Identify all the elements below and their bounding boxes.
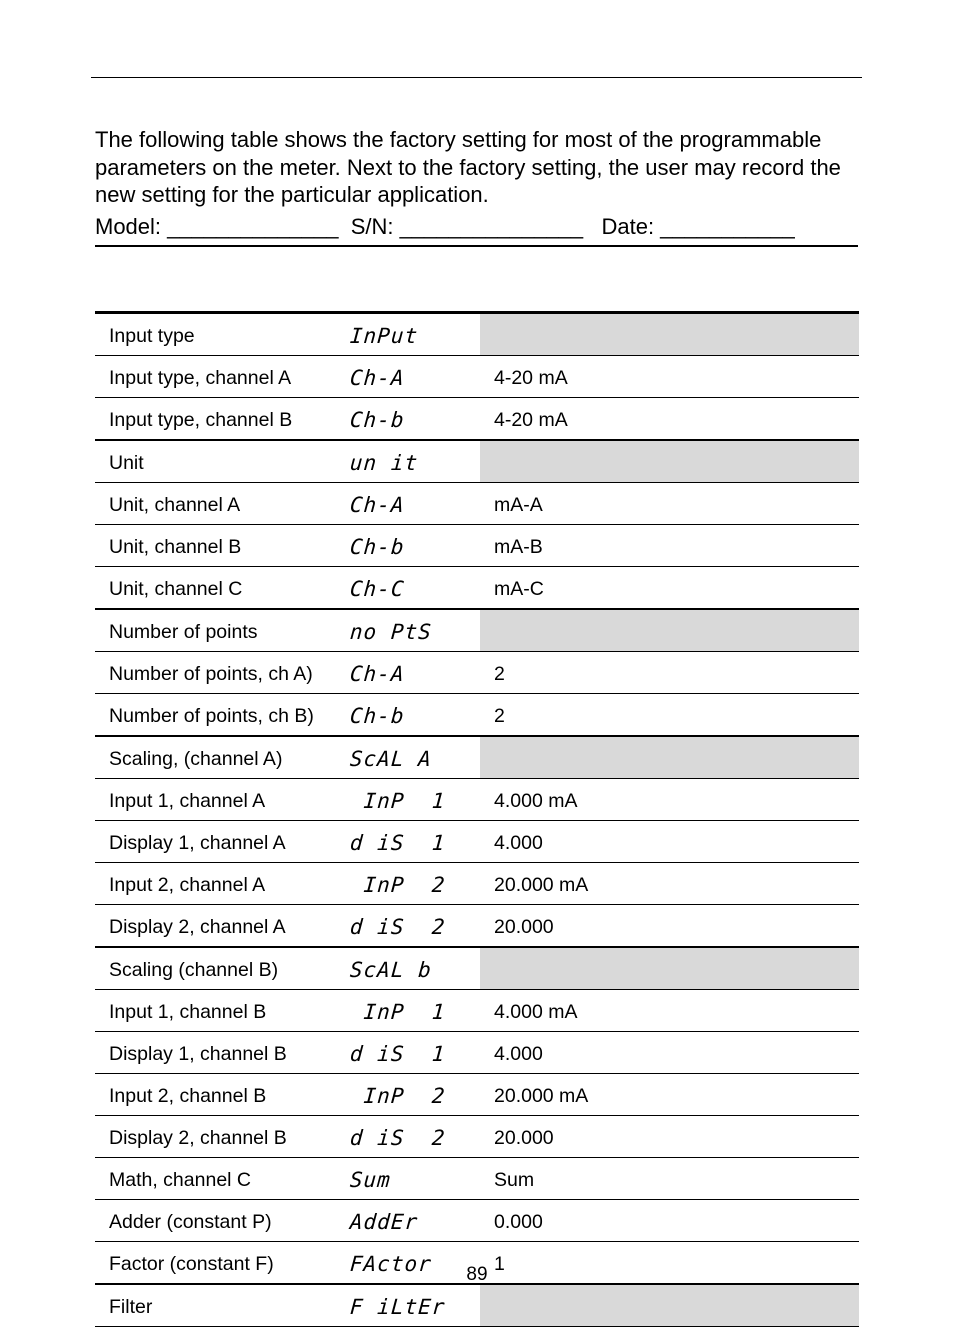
table-row: [95, 1032, 859, 1074]
factory-setting: 20.000: [480, 905, 859, 948]
intro-paragraph: [95, 126, 865, 209]
display-code-cell: [350, 1074, 480, 1116]
table-row: [95, 398, 859, 441]
factory-setting: [480, 313, 859, 356]
factory-setting: 4.000: [480, 1032, 859, 1074]
display-code-cell: [350, 356, 480, 398]
factory-settings-rows: [95, 313, 859, 1327]
parameter-label: Display 2, channel B: [95, 1116, 350, 1158]
display-code-cell: [350, 652, 480, 694]
display-code-cell: [350, 1284, 480, 1327]
parameter-label: Display 1, channel B: [95, 1032, 350, 1074]
display-code-cell: [350, 483, 480, 525]
display-code: Ch-b: [349, 407, 406, 432]
factory-setting: 4.000 mA: [480, 990, 859, 1032]
display-code: Ch-A: [349, 492, 406, 517]
parameter-label: Display 1, channel A: [95, 821, 350, 863]
factory-setting: [480, 440, 859, 483]
parameter-label: Input 2, channel A: [95, 863, 350, 905]
factory-setting: Sum: [480, 1158, 859, 1200]
parameter-label: Input 2, channel B: [95, 1074, 350, 1116]
parameter-label: Input type: [95, 313, 350, 356]
display-code: FActor: [349, 1251, 433, 1276]
display-code-cell: [350, 736, 480, 779]
intro-text: The following table shows the factory setting for most of the programmable parameters on the meter. Next to the factory setting, the user may record the new setting for the particular application.: [95, 127, 841, 207]
display-code: Ch-A: [349, 365, 406, 390]
display-code-cell: [350, 1032, 480, 1074]
display-code: d iS 1: [349, 830, 447, 855]
factory-setting: 4-20 mA: [480, 398, 859, 441]
display-code: Ch-A: [349, 661, 406, 686]
display-code: F iLtEr: [349, 1294, 447, 1319]
table-row: [95, 863, 859, 905]
parameter-label: Factor (constant F): [95, 1242, 350, 1285]
table-row: [95, 947, 859, 990]
table-row: [95, 1200, 859, 1242]
factory-setting: 2: [480, 694, 859, 737]
table-row: [95, 1284, 859, 1327]
display-code: Ch-C: [349, 576, 406, 601]
parameter-label: Math, channel C: [95, 1158, 350, 1200]
display-code: InP 1: [349, 999, 447, 1024]
parameter-label: Number of points, ch A): [95, 652, 350, 694]
display-code: Ch-b: [349, 534, 406, 559]
display-code: InP 1: [349, 788, 447, 813]
factory-setting: 0.000: [480, 1200, 859, 1242]
table-row: [95, 1074, 859, 1116]
factory-setting: [480, 609, 859, 652]
display-code: InP 2: [349, 1083, 447, 1108]
parameter-label: Input 1, channel B: [95, 990, 350, 1032]
display-code-cell: [350, 905, 480, 948]
serial-number-field: S/N: _______________: [350, 214, 584, 239]
table-row: [95, 356, 859, 398]
table-row: [95, 525, 859, 567]
display-code: ScAL b: [349, 957, 433, 982]
display-code: d iS 2: [349, 914, 447, 939]
factory-setting: 2: [480, 652, 859, 694]
display-code: Sum: [349, 1167, 392, 1192]
display-code-cell: [350, 313, 480, 356]
factory-setting: 4.000: [480, 821, 859, 863]
table-row: [95, 821, 859, 863]
display-code-cell: [350, 863, 480, 905]
factory-settings-table: [95, 311, 859, 1327]
display-code-cell: [350, 1116, 480, 1158]
table-row: [95, 483, 859, 525]
display-code: Ch-b: [349, 703, 406, 728]
factory-setting: 4-20 mA: [480, 356, 859, 398]
parameter-label: Unit, channel C: [95, 567, 350, 610]
factory-setting: 20.000 mA: [480, 863, 859, 905]
parameter-label: Input 1, channel A: [95, 779, 350, 821]
display-code-cell: [350, 779, 480, 821]
display-code-cell: [350, 567, 480, 610]
parameter-label: Number of points, ch B): [95, 694, 350, 737]
parameter-label: Input type, channel A: [95, 356, 350, 398]
parameter-label: Number of points: [95, 609, 350, 652]
display-code-cell: [350, 609, 480, 652]
table-row: [95, 440, 859, 483]
parameter-label: Filter: [95, 1284, 350, 1327]
parameter-label: Unit, channel A: [95, 483, 350, 525]
parameter-label: Adder (constant P): [95, 1200, 350, 1242]
parameter-label: Scaling, (channel A): [95, 736, 350, 779]
display-code: InPut: [349, 323, 420, 348]
factory-setting: [480, 736, 859, 779]
display-code: d iS 1: [349, 1041, 447, 1066]
factory-setting: mA-C: [480, 567, 859, 610]
display-code-cell: [350, 525, 480, 567]
display-code-cell: [350, 1158, 480, 1200]
display-code: d iS 2: [349, 1125, 447, 1150]
display-code: InP 2: [349, 872, 447, 897]
factory-setting: [480, 947, 859, 990]
parameter-label: Scaling (channel B): [95, 947, 350, 990]
factory-setting: 20.000 mA: [480, 1074, 859, 1116]
factory-setting: 1: [480, 1242, 859, 1285]
parameter-label: Input type, channel B: [95, 398, 350, 441]
parameter-label: Display 2, channel A: [95, 905, 350, 948]
parameter-label: Unit: [95, 440, 350, 483]
table-row: [95, 905, 859, 948]
table-row: [95, 1158, 859, 1200]
table-row: [95, 652, 859, 694]
display-code: un it: [349, 450, 420, 475]
display-code: AddEr: [349, 1209, 420, 1234]
parameter-label: Unit, channel B: [95, 525, 350, 567]
record-form-line: [95, 212, 858, 247]
display-code-cell: [350, 398, 480, 441]
header-rule: [91, 77, 862, 78]
table-row: [95, 779, 859, 821]
factory-setting: 20.000: [480, 1116, 859, 1158]
display-code: no PtS: [349, 619, 433, 644]
factory-setting: [480, 1284, 859, 1327]
table-row: [95, 609, 859, 652]
table-row: [95, 313, 859, 356]
table-row: [95, 694, 859, 737]
model-field: Model: ______________: [95, 214, 339, 239]
display-code: ScAL A: [349, 746, 433, 771]
display-code-cell: [350, 947, 480, 990]
page-number: 89: [466, 1264, 488, 1285]
display-code-cell: [350, 694, 480, 737]
display-code-cell: [350, 440, 480, 483]
display-code-cell: [350, 821, 480, 863]
display-code-cell: [350, 990, 480, 1032]
table-row: [95, 736, 859, 779]
factory-setting: 4.000 mA: [480, 779, 859, 821]
factory-setting: mA-B: [480, 525, 859, 567]
date-field: Date: ___________: [601, 214, 795, 239]
factory-setting: mA-A: [480, 483, 859, 525]
table-row: [95, 990, 859, 1032]
table-row: [95, 567, 859, 610]
display-code-cell: [350, 1200, 480, 1242]
table-row: [95, 1116, 859, 1158]
